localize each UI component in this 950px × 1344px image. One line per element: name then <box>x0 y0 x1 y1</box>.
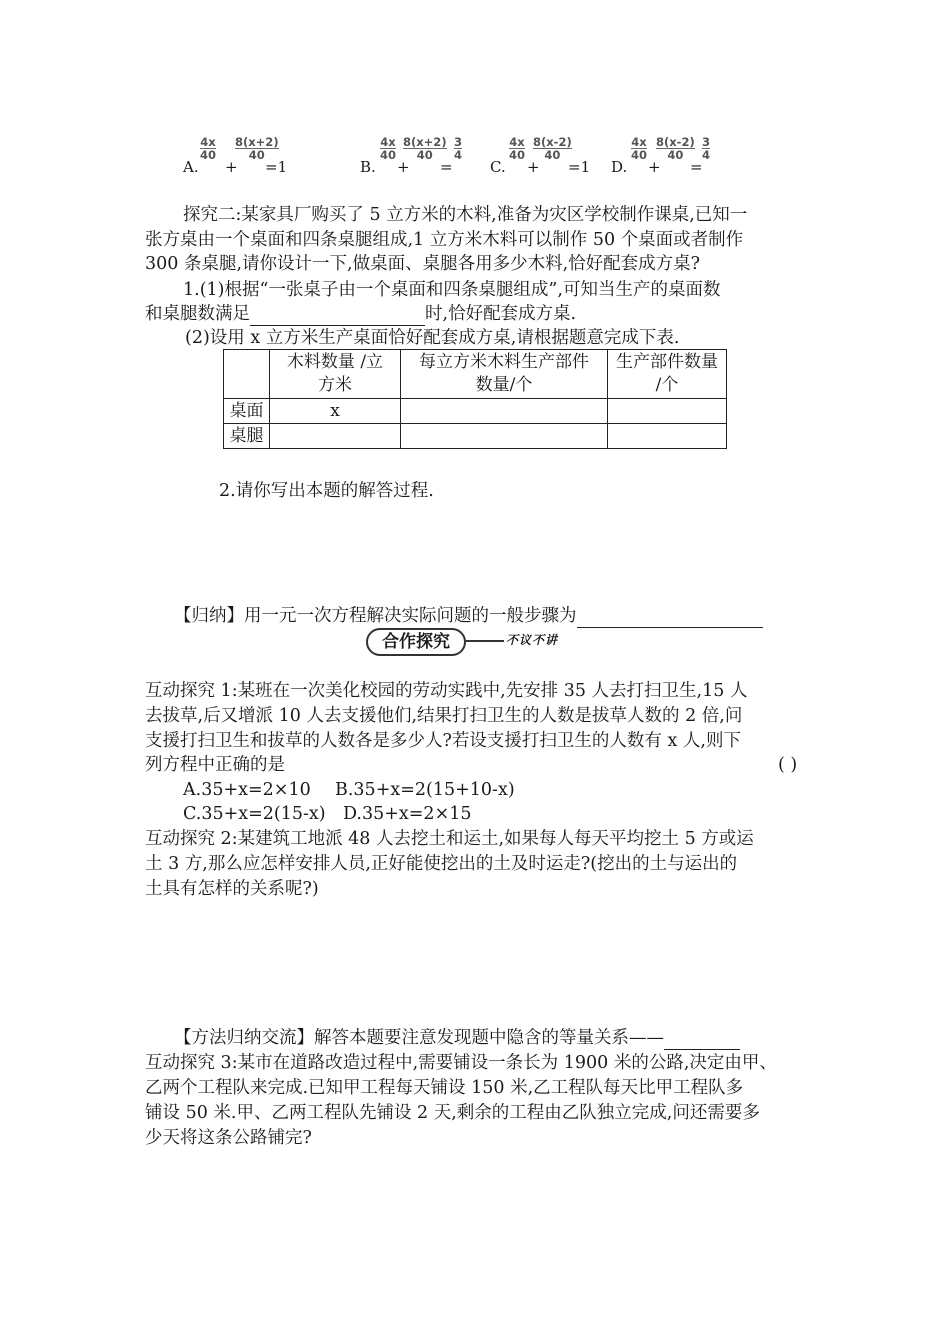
answer-paren: ( ) <box>778 755 798 775</box>
option-a: A. $\frac{4x}{40}$ + $\frac{8(x+2)}{40}$ =1 <box>183 135 288 176</box>
interactive1-line-4: 列方程中正确的是 <box>145 755 285 775</box>
explore2-line-2: 张方桌由一个桌面和四条桌腿组成,1 立方米木料可以制作 50 个桌面或者制作 <box>145 230 744 250</box>
table-cell[interactable] <box>270 424 401 449</box>
interactive1-line-3: 支援打扫卫生和拔草的人数各是多少人?若设支援打扫卫生的人数有 x 人,则下 <box>145 731 741 751</box>
fraction: $\frac{4x}{40}$ <box>631 135 648 162</box>
banner-tag: 不议不讲 <box>506 633 559 647</box>
summary-line: 【归纳】用一元一次方程解决实际问题的一般步骤为 <box>174 604 763 628</box>
section-banner <box>366 628 586 658</box>
table-cell[interactable]: x <box>270 399 401 424</box>
interactive3-line-2: 乙两个工程队来完成.已知甲工程每天铺设 150 米,乙工程队每天比甲工程队多 <box>145 1078 744 1098</box>
interactive2-line-1: 互动探究 2:某建筑工地派 48 人去挖土和运土,如果每人每天平均挖土 5 方或运 <box>145 829 754 849</box>
interactive1-line-2: 去拔草,后又增派 10 人去支援他们,结果打扫卫生的人数是拔草人数的 2 倍,问 <box>145 706 743 726</box>
choice-a[interactable]: A.35+x=2×10 <box>183 780 311 800</box>
fraction: $\frac{4x}{40}$ <box>380 135 397 162</box>
fraction: $\frac{3}{4}$ <box>454 135 463 162</box>
option-c: C. $\frac{4x}{40}$ + $\frac{8(x-2)}{40}$ =1 <box>490 135 591 176</box>
fraction: $\frac{3}{4}$ <box>702 135 711 162</box>
option-b: B. $\frac{4x}{40}$ + $\frac{8(x+2)}{40}$ = $\frac{3}{4}$ <box>360 135 463 176</box>
option-letter: B. <box>360 158 376 176</box>
interactive3-line-1: 互动探究 3:某市在道路改造过程中,需要铺设一条长为 1900 米的公路,决定由甲、 <box>145 1053 777 1073</box>
interactive2-line-2: 土 3 方,那么应怎样安排人员,正好能使挖出的土及时运走?(挖出的土与运出的 <box>145 854 738 874</box>
question-1-line-2: 和桌腿数满足 时,恰好配套成方桌. <box>145 304 577 324</box>
explore2-line-3: 300 条桌腿,请你设计一下,做桌面、桌腿各用多少木料,恰好配套成方桌? <box>145 254 701 274</box>
answer-blank[interactable] <box>250 307 425 326</box>
method-line: 【方法归纳交流】解答本题要注意发现题中隐含的等量关系—— <box>174 1026 740 1050</box>
table-row <box>224 399 727 424</box>
data-table <box>223 349 727 449</box>
table-row <box>224 424 727 449</box>
fraction: $\frac{4x}{40}$ <box>200 135 217 162</box>
table-header-cell: 木料数量 /立 方米 <box>270 350 401 399</box>
interactive1-line-1: 互动探究 1:某班在一次美化校园的劳动实践中,先安排 35 人去打扫卫生,15 人 <box>145 681 748 701</box>
option-letter: D. <box>611 158 628 176</box>
choice-d[interactable]: D.35+x=2×15 <box>343 804 472 824</box>
option-letter: A. <box>183 158 199 176</box>
fraction: $\frac{8(x-2)}{40}$ <box>533 135 572 162</box>
fraction: $\frac{8(x-2)}{40}$ <box>656 135 695 162</box>
banner-rule <box>466 640 504 642</box>
interactive2-line-3: 土具有怎样的关系呢?) <box>145 879 319 899</box>
option-letter: C. <box>490 158 506 176</box>
choice-b[interactable]: B.35+x=2(15+10-x) <box>335 780 515 800</box>
question-3: 2.请你写出本题的解答过程. <box>219 481 434 501</box>
table-cell[interactable] <box>608 399 727 424</box>
answer-blank[interactable] <box>577 609 763 628</box>
choice-c[interactable]: C.35+x=2(15-x) <box>183 804 326 824</box>
question-2: (2)设用 x 立方米生产桌面恰好配套成方桌,请根据题意完成下表. <box>185 328 680 348</box>
table-cell[interactable] <box>401 424 608 449</box>
table-cell[interactable] <box>608 424 727 449</box>
fraction: $\frac{4x}{40}$ <box>509 135 526 162</box>
fraction: $\frac{8(x+2)}{40}$ <box>403 135 447 162</box>
table-cell: 桌面 <box>224 399 270 424</box>
fraction: $\frac{8(x+2)}{40}$ <box>235 135 279 162</box>
interactive3-line-4: 少天将这条公路铺完? <box>145 1128 312 1148</box>
interactive3-line-3: 铺设 50 米.甲、乙两工程队先铺设 2 天,剩余的工程由乙队独立完成,问还需要多 <box>145 1103 760 1123</box>
explore2-line-1: 探究二:某家具厂购买了 5 立方米的木料,准备为灾区学校制作课桌,已知一 <box>183 205 748 225</box>
table-cell[interactable] <box>401 399 608 424</box>
question-1-line-1: 1.(1)根据“一张桌子由一个桌面和四条桌腿组成”,可知当生产的桌面数 <box>183 280 721 300</box>
banner-title: 合作探究 <box>366 628 466 656</box>
table-header-cell: 每立方米木料生产部件 数量/个 <box>401 350 608 399</box>
table-header-row <box>224 350 727 399</box>
answer-blank[interactable] <box>664 1031 740 1050</box>
table-header-cell <box>224 350 270 399</box>
option-d: D. $\frac{4x}{40}$ + $\frac{8(x-2)}{40}$ = $\frac{3}{4}$ <box>611 135 711 176</box>
table-header-cell: 生产部件数量 /个 <box>608 350 727 399</box>
table-cell: 桌腿 <box>224 424 270 449</box>
